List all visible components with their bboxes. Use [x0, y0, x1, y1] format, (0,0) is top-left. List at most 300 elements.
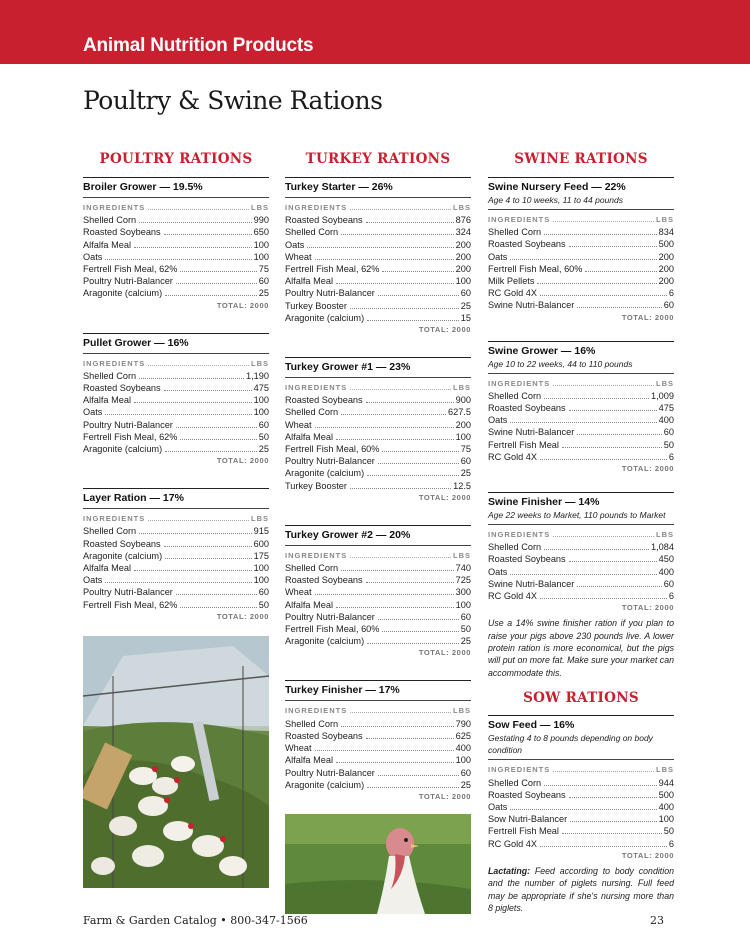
ration-block — [488, 341, 674, 474]
ingredients-header-unit: LBS — [656, 378, 674, 388]
ingredient-row — [488, 390, 674, 402]
ingredient-amount: 50 — [258, 599, 269, 610]
ingredient-name: Roasted Soybeans — [488, 239, 566, 250]
ingredient-row — [488, 426, 674, 438]
ingredient-amount: 6 — [668, 288, 674, 299]
ingredient-name: Fertrell Fish Meal, 60% — [285, 624, 380, 635]
ingredient-amount: 725 — [455, 575, 471, 586]
ingredient-row — [285, 419, 471, 431]
ingredient-amount: 300 — [455, 587, 471, 598]
ingredient-row — [285, 742, 471, 754]
ingredient-row — [83, 574, 269, 586]
leader-dots — [350, 712, 451, 713]
ingredient-name: RC Gold 4X — [488, 451, 538, 462]
ingredient-name: RC Gold 4X — [488, 838, 538, 849]
page-title: Poultry & Swine Rations — [83, 86, 383, 115]
ingredient-amount: 1,190 — [246, 370, 269, 381]
ingredient-name: Wheat — [285, 743, 312, 754]
ingredient-name: Wheat — [285, 587, 312, 598]
ingredient-amount: 60 — [258, 276, 269, 287]
ingredients-header-label: INGREDIENTS — [83, 358, 146, 368]
ingredient-amount: 100 — [253, 395, 269, 406]
ration-block — [488, 177, 674, 323]
ingredient-amount: 60 — [663, 427, 674, 438]
ingredient-row — [285, 239, 471, 251]
ration-description: Gestating 4 to 8 pounds depending on body condition — [488, 733, 653, 756]
ingredients-header — [488, 529, 674, 541]
ingredient-amount: 50 — [663, 826, 674, 837]
ingredient-row — [488, 553, 674, 565]
ingredient-row — [285, 431, 471, 443]
ingredient-amount: 200 — [455, 251, 471, 262]
ingredient-row — [285, 623, 471, 635]
poultry-column — [83, 148, 269, 888]
ingredient-row — [83, 394, 269, 406]
ingredient-row — [285, 767, 471, 779]
leader-dots — [148, 209, 249, 210]
ingredient-name: Shelled Corn — [83, 526, 137, 537]
leader-dots — [510, 574, 656, 575]
ration-name: Swine Nursery Feed — 22% — [488, 181, 626, 193]
ingredient-amount: 324 — [455, 227, 471, 238]
ration-block — [488, 715, 674, 914]
ration-block — [488, 492, 674, 679]
ingredient-amount: 400 — [658, 801, 674, 812]
ingredient-name: Fertrell Fish Meal, 62% — [83, 599, 178, 610]
ingredient-name: Milk Pellets — [488, 276, 535, 287]
header-bar — [0, 0, 750, 64]
ingredient-name: Roasted Soybeans — [285, 215, 363, 226]
leader-dots — [165, 295, 257, 296]
ingredient-name: Fertrell Fish Meal, 62% — [83, 431, 178, 442]
leader-dots — [510, 259, 656, 260]
leader-dots — [341, 234, 454, 235]
leader-dots — [180, 271, 256, 272]
ingredient-row — [83, 263, 269, 275]
ingredient-amount: 60 — [460, 767, 471, 778]
ingredient-amount: 175 — [253, 550, 269, 561]
ingredients-header — [285, 550, 471, 562]
ingredient-name: Aragonite (calcium) — [83, 550, 163, 561]
ingredient-name: Oats — [488, 415, 508, 426]
ingredient-name: Fertrell Fish Meal, 62% — [83, 264, 178, 275]
leader-dots — [378, 775, 459, 776]
ingredients-header-unit: LBS — [453, 706, 471, 716]
ingredient-name: Sow Nutri-Balancer — [488, 814, 568, 825]
ration-total: TOTAL: 2000 — [621, 464, 674, 474]
ingredient-row — [285, 312, 471, 324]
ingredients-header-unit: LBS — [251, 358, 269, 368]
ingredient-amount: 6 — [668, 591, 674, 602]
ingredients-header — [285, 202, 471, 214]
leader-dots — [105, 259, 251, 260]
ingredient-row — [83, 562, 269, 574]
ingredient-row — [488, 838, 674, 850]
ingredient-name: Aragonite (calcium) — [285, 779, 365, 790]
ingredient-amount: 75 — [460, 444, 471, 455]
ingredient-amount: 876 — [455, 215, 471, 226]
ingredients-header-label: INGREDIENTS — [285, 550, 348, 560]
note-label: Lactating: — [488, 865, 531, 876]
leader-dots — [510, 809, 656, 810]
leader-dots — [366, 582, 454, 583]
ingredient-row — [488, 299, 674, 311]
ingredient-row — [83, 287, 269, 299]
leader-dots — [540, 846, 667, 847]
leader-dots — [577, 586, 661, 587]
ingredient-amount: 100 — [455, 599, 471, 610]
swine-column — [488, 148, 674, 914]
ration-block — [83, 488, 269, 622]
leader-dots — [105, 414, 251, 415]
ingredient-name: Roasted Soybeans — [285, 395, 363, 406]
ingredient-amount: 100 — [658, 814, 674, 825]
leader-dots — [139, 378, 244, 379]
ingredient-amount: 60 — [460, 611, 471, 622]
ingredient-name: Shelled Corn — [488, 390, 542, 401]
ingredient-row — [285, 406, 471, 418]
ingredient-row — [285, 226, 471, 238]
ration-total: TOTAL: 2000 — [621, 312, 674, 322]
ingredient-row — [285, 611, 471, 623]
ingredient-name: Roasted Soybeans — [488, 554, 566, 565]
ingredient-row — [488, 263, 674, 275]
ingredient-row — [488, 414, 674, 426]
ingredient-amount: 627.5 — [448, 407, 471, 418]
ingredient-name: Oats — [83, 575, 103, 586]
ingredient-name: Fertrell Fish Meal — [488, 439, 559, 450]
ingredient-name: Wheat — [285, 251, 312, 262]
ingredient-name: Poultry Nutri-Balancer — [83, 419, 173, 430]
ingredient-amount: 400 — [658, 566, 674, 577]
leader-dots — [180, 607, 256, 608]
ingredient-amount: 100 — [253, 239, 269, 250]
leader-dots — [382, 271, 453, 272]
ingredient-row — [83, 275, 269, 287]
ingredients-table — [488, 209, 674, 323]
ingredient-amount: 100 — [455, 431, 471, 442]
leader-dots — [165, 451, 257, 452]
ingredient-amount: 6 — [668, 451, 674, 462]
leader-dots — [553, 771, 654, 772]
leader-dots — [105, 582, 251, 583]
ingredient-amount: 100 — [455, 755, 471, 766]
ingredient-amount: 200 — [658, 251, 674, 262]
leader-dots — [350, 209, 451, 210]
ingredients-header — [488, 378, 674, 390]
leader-dots — [540, 459, 667, 460]
ration-block — [285, 177, 471, 335]
ingredient-row — [285, 394, 471, 406]
leader-dots — [134, 247, 252, 248]
ingredient-row — [488, 566, 674, 578]
ingredient-row — [285, 718, 471, 730]
ingredients-table — [285, 700, 471, 801]
ingredient-name: Roasted Soybeans — [488, 403, 566, 414]
leader-dots — [544, 398, 649, 399]
ingredient-name: Swine Nutri-Balancer — [488, 578, 575, 589]
leader-dots — [367, 320, 459, 321]
ingredient-name: Poultry Nutri-Balancer — [285, 288, 375, 299]
ration-total: TOTAL: 2000 — [621, 850, 674, 860]
ingredient-amount: 75 — [258, 264, 269, 275]
swine-rations — [488, 177, 674, 679]
leader-dots — [577, 307, 661, 308]
ingredient-amount: 25 — [258, 288, 269, 299]
ingredient-amount: 475 — [658, 403, 674, 414]
ingredients-header-label: INGREDIENTS — [488, 530, 551, 540]
ingredient-name: Shelled Corn — [488, 777, 542, 788]
ingredient-row — [488, 825, 674, 837]
leader-dots — [315, 594, 454, 595]
ration-note — [488, 617, 674, 679]
leader-dots — [562, 833, 662, 834]
leader-dots — [164, 390, 252, 391]
leader-dots — [134, 570, 252, 571]
ingredients-header-unit: LBS — [251, 203, 269, 212]
leader-dots — [165, 558, 252, 559]
leader-dots — [540, 295, 667, 296]
turkey-image — [285, 814, 471, 914]
ingredients-header-unit: LBS — [656, 530, 674, 540]
leader-dots — [367, 475, 459, 476]
ingredient-name: Aragonite (calcium) — [285, 636, 365, 647]
ingredients-header — [488, 764, 674, 776]
ingredient-amount: 25 — [460, 779, 471, 790]
leader-dots — [315, 427, 454, 428]
ingredients-header-unit: LBS — [656, 215, 674, 224]
ingredient-amount: 625 — [455, 730, 471, 741]
turkey-photo — [285, 814, 471, 914]
ingredient-name: Fertrell Fish Meal, 60% — [285, 444, 380, 455]
ingredients-header-unit: LBS — [251, 514, 269, 524]
ingredient-amount: 60 — [460, 288, 471, 299]
ingredient-name: Alfalfa Meal — [285, 276, 334, 287]
ingredients-table — [488, 759, 674, 860]
ingredient-row — [488, 402, 674, 414]
ingredient-name: Roasted Soybeans — [488, 789, 566, 800]
poultry-rations — [83, 177, 269, 622]
ingredient-row — [488, 275, 674, 287]
leader-dots — [367, 787, 459, 788]
leader-dots — [350, 389, 451, 390]
ingredient-amount: 200 — [455, 239, 471, 250]
ingredients-header-label: INGREDIENTS — [488, 765, 551, 775]
ingredient-amount: 450 — [658, 554, 674, 565]
ingredient-amount: 100 — [253, 407, 269, 418]
ingredients-header — [488, 214, 674, 226]
ingredient-name: Fertrell Fish Meal, 60% — [488, 263, 583, 274]
chickens-pen-image — [83, 636, 269, 888]
leader-dots — [134, 402, 252, 403]
ration-total: TOTAL: 2000 — [418, 648, 471, 658]
ingredients-header-label: INGREDIENTS — [285, 383, 348, 393]
ingredient-name: Aragonite (calcium) — [285, 312, 365, 323]
ingredient-amount: 50 — [460, 624, 471, 635]
ingredient-row — [285, 287, 471, 299]
ingredient-name: Alfalfa Meal — [285, 431, 334, 442]
sow-rations — [488, 715, 674, 914]
ingredient-row — [488, 777, 674, 789]
ration-name: Sow Feed — 16% — [488, 719, 575, 732]
ingredient-name: Shelled Corn — [488, 227, 542, 238]
ingredients-table — [83, 197, 269, 311]
ingredient-row — [488, 801, 674, 813]
ingredient-row — [83, 226, 269, 238]
ingredient-amount: 60 — [258, 419, 269, 430]
ingredient-amount: 500 — [658, 789, 674, 800]
ingredient-row — [285, 300, 471, 312]
leader-dots — [180, 439, 256, 440]
ingredient-row — [83, 443, 269, 455]
leader-dots — [570, 821, 657, 822]
ingredients-header-unit: LBS — [453, 203, 471, 212]
ingredient-amount: 25 — [460, 468, 471, 479]
header-title: Animal Nutrition Products — [83, 35, 314, 56]
leader-dots — [553, 221, 654, 222]
ration-block — [285, 680, 471, 801]
leader-dots — [569, 410, 657, 411]
chickens-photo — [83, 636, 269, 888]
ingredient-name: Alfalfa Meal — [285, 755, 334, 766]
ingredient-name: Alfalfa Meal — [83, 239, 132, 250]
ration-total: TOTAL: 2000 — [621, 603, 674, 613]
leader-dots — [544, 549, 649, 550]
note-text: Feed according to body condition and the number of piglets nursing. Full feed may be appropriate if she's nursing more than 8 piglets. — [488, 865, 674, 913]
ingredient-amount: 25 — [460, 300, 471, 311]
leader-dots — [569, 797, 657, 798]
ingredient-name: Fertrell Fish Meal, 62% — [285, 264, 380, 275]
ingredient-amount: 1,084 — [651, 542, 674, 553]
ingredients-table — [488, 524, 674, 613]
ration-total: TOTAL: 2000 — [418, 791, 471, 801]
ingredient-name: Roasted Soybeans — [285, 575, 363, 586]
ration-name: Swine Grower — 16% — [488, 344, 596, 357]
ration-total: TOTAL: 2000 — [418, 325, 471, 335]
leader-dots — [585, 271, 656, 272]
ration-block — [285, 357, 471, 503]
ration-description: Age 22 weeks to Market, 110 pounds to Market — [488, 510, 666, 521]
ingredient-row — [83, 214, 269, 226]
ingredient-row — [83, 419, 269, 431]
ingredient-name: Aragonite (calcium) — [285, 468, 365, 479]
ingredient-amount: 915 — [253, 526, 269, 537]
ration-name: Turkey Finisher — 17% — [285, 684, 400, 697]
ingredient-row — [488, 238, 674, 250]
ingredient-name: Wheat — [285, 419, 312, 430]
ingredient-row — [83, 599, 269, 611]
ingredient-amount: 1,009 — [651, 390, 674, 401]
leader-dots — [336, 607, 454, 608]
ingredient-amount: 475 — [253, 383, 269, 394]
leader-dots — [382, 631, 458, 632]
ration-total: TOTAL: 2000 — [418, 492, 471, 502]
ingredient-row — [285, 455, 471, 467]
ingredient-row — [83, 525, 269, 537]
turkey-rations — [285, 177, 471, 802]
ingredient-name: Roasted Soybeans — [83, 538, 161, 549]
ration-name: Pullet Grower — 16% — [83, 336, 189, 349]
leader-dots — [382, 451, 458, 452]
ingredients-table — [285, 545, 471, 659]
ingredient-amount: 60 — [460, 456, 471, 467]
ingredients-header — [83, 513, 269, 525]
ingredient-name: Oats — [488, 251, 508, 262]
leader-dots — [510, 422, 656, 423]
ingredient-name: Swine Nutri-Balancer — [488, 427, 575, 438]
leader-dots — [378, 619, 459, 620]
ingredient-row — [285, 275, 471, 287]
note-text: Use a 14% swine finisher ration if you plan to raise your pigs above 230 pounds live. A lower protein ration is more economical, but the pigs will put on more fat. Make sure your market can accommodate this. — [488, 618, 674, 678]
leader-dots — [562, 447, 662, 448]
leader-dots — [366, 222, 454, 223]
ingredient-row — [285, 562, 471, 574]
ingredient-row — [488, 251, 674, 263]
ingredient-amount: 100 — [253, 251, 269, 262]
ingredient-row — [83, 431, 269, 443]
ingredient-name: RC Gold 4X — [488, 288, 538, 299]
ingredient-name: Shelled Corn — [83, 215, 137, 226]
leader-dots — [540, 598, 667, 599]
ingredient-name: RC Gold 4X — [488, 591, 538, 602]
ingredients-header-label: INGREDIENTS — [488, 215, 551, 224]
ingredient-amount: 990 — [253, 215, 269, 226]
leader-dots — [148, 520, 249, 521]
ingredient-name: Roasted Soybeans — [285, 730, 363, 741]
ingredient-amount: 200 — [658, 263, 674, 274]
ingredient-amount: 200 — [455, 264, 471, 275]
ingredient-name: Alfalfa Meal — [285, 599, 334, 610]
ingredient-name: Aragonite (calcium) — [83, 288, 163, 299]
section-title-sow: SOW RATIONS — [523, 690, 639, 707]
footer-page-number: 23 — [650, 914, 664, 927]
ingredient-name: Alfalfa Meal — [83, 563, 132, 574]
ingredient-name: Turkey Booster — [285, 300, 347, 311]
ration-block — [285, 525, 471, 659]
ration-name: Turkey Grower #2 — 20% — [285, 528, 411, 541]
ingredient-name: Swine Nutri-Balancer — [488, 300, 575, 311]
ingredient-row — [83, 382, 269, 394]
leader-dots — [378, 463, 459, 464]
ration-block — [83, 177, 269, 311]
ingredient-row — [285, 480, 471, 492]
ingredient-amount: 600 — [253, 538, 269, 549]
leader-dots — [341, 414, 446, 415]
ingredient-row — [285, 251, 471, 263]
leader-dots — [336, 439, 454, 440]
leader-dots — [341, 726, 454, 727]
ingredient-amount: 15 — [460, 312, 471, 323]
ration-total: TOTAL: 2000 — [216, 456, 269, 466]
ingredients-header-label: INGREDIENTS — [285, 203, 348, 212]
ingredient-row — [488, 590, 674, 602]
ingredient-amount: 50 — [258, 431, 269, 442]
ingredient-amount: 900 — [455, 395, 471, 406]
ingredient-amount: 100 — [253, 563, 269, 574]
ingredient-amount: 100 — [455, 276, 471, 287]
ingredient-row — [285, 574, 471, 586]
ingredient-amount: 25 — [460, 636, 471, 647]
ingredient-amount: 400 — [455, 743, 471, 754]
section-title-poultry: POULTRY RATIONS — [99, 151, 253, 167]
leader-dots — [350, 557, 451, 558]
ingredient-name: Shelled Corn — [83, 370, 137, 381]
ingredient-name: Oats — [488, 801, 508, 812]
ingredients-table — [285, 197, 471, 335]
footer-catalog: Farm & Garden Catalog • 800-347-1566 — [83, 914, 308, 927]
ingredient-name: Shelled Corn — [285, 227, 339, 238]
leader-dots — [367, 643, 459, 644]
